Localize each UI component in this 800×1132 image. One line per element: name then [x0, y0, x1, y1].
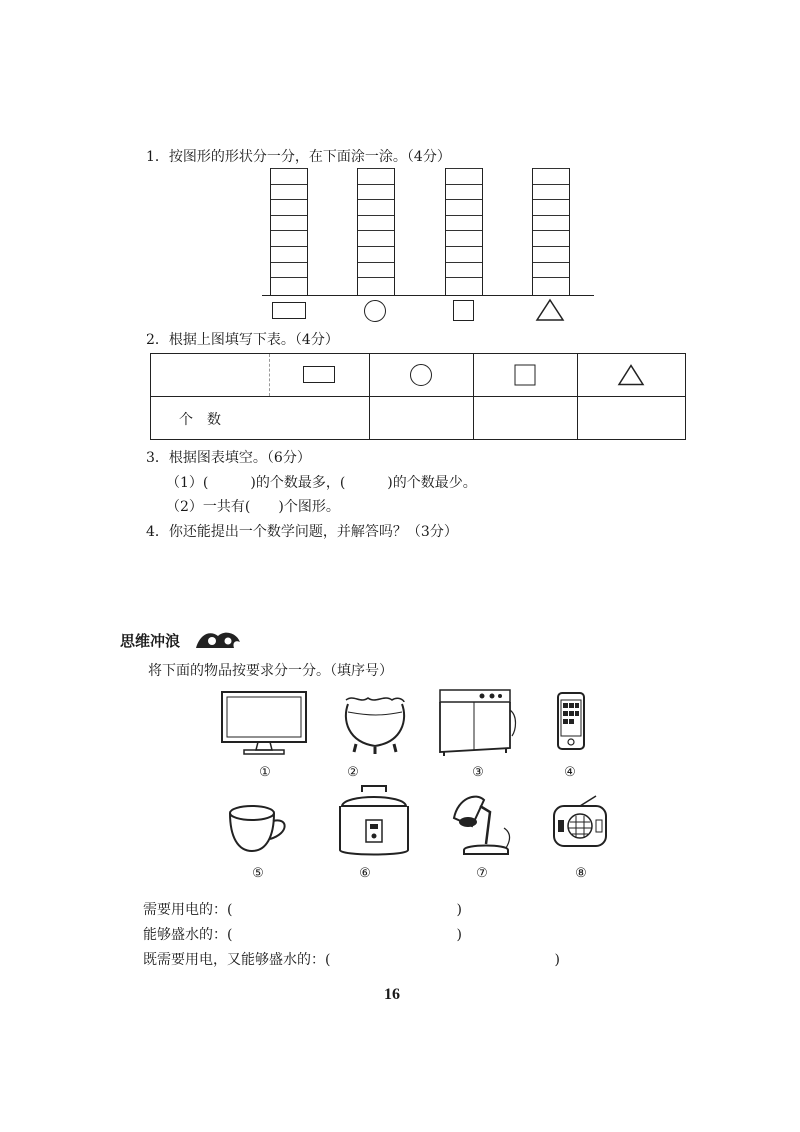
answer-cell-triangle[interactable]: [577, 397, 685, 440]
question-3: 3．根据图表填空。（6分）: [146, 450, 311, 466]
item-label-1: ①: [259, 765, 271, 780]
grid-cell[interactable]: [271, 184, 307, 200]
square-icon: [453, 300, 474, 321]
grid-cell[interactable]: [446, 262, 482, 278]
grid-cell[interactable]: [271, 277, 307, 293]
grid-cell[interactable]: [533, 277, 569, 293]
triangle-icon: [618, 365, 644, 386]
page-number: 16: [384, 986, 400, 1003]
grid-cell[interactable]: [533, 230, 569, 246]
grid-cell[interactable]: [358, 215, 394, 231]
grid-cell[interactable]: [271, 262, 307, 278]
grid-cell[interactable]: [533, 168, 569, 184]
grid-cell[interactable]: [358, 184, 394, 200]
grid-cell[interactable]: [446, 230, 482, 246]
grid-cell[interactable]: [358, 168, 394, 184]
grid-cell[interactable]: [358, 246, 394, 262]
item-label-4: ④: [564, 765, 576, 780]
grid-cell[interactable]: [358, 262, 394, 278]
rectangle-icon: [272, 302, 306, 319]
grid-cell[interactable]: [446, 184, 482, 200]
grid-cell[interactable]: [446, 277, 482, 293]
grid-cell[interactable]: [271, 168, 307, 184]
grid-cell[interactable]: [446, 168, 482, 184]
table-header-triangle: [577, 354, 685, 397]
grid-cell[interactable]: [358, 230, 394, 246]
grid-cell[interactable]: [533, 215, 569, 231]
question-3-line-1[interactable]: （1）( )的个数最多，( )的个数最少。: [166, 475, 477, 491]
question-2: 2．根据上图填写下表。（4分）: [146, 332, 339, 348]
chart-baseline: [262, 295, 594, 296]
count-table: [150, 353, 686, 440]
grid-cell[interactable]: [446, 215, 482, 231]
answer-holds-water[interactable]: 能够盛水的：( ): [143, 927, 462, 943]
grid-cell[interactable]: [271, 199, 307, 215]
wave-decoration-icon: [194, 628, 244, 652]
answer-cell-square[interactable]: [473, 397, 577, 440]
desk-lamp-icon: [450, 788, 516, 860]
grid-cell[interactable]: [446, 199, 482, 215]
radio-icon: [550, 794, 612, 852]
rice-cooker-icon: [334, 784, 414, 860]
grid-cell[interactable]: [358, 277, 394, 293]
grid-cell[interactable]: [271, 246, 307, 262]
question-3-line-2[interactable]: （2）一共有( )个图形。: [166, 499, 340, 515]
grid-cell[interactable]: [533, 246, 569, 262]
triangle-icon: [536, 299, 564, 321]
circle-icon: [410, 364, 432, 386]
section-instruction: 将下面的物品按要求分一分。（填序号）: [148, 663, 393, 679]
item-label-8: ⑧: [575, 866, 587, 881]
item-label-5: ⑤: [252, 866, 264, 881]
answer-needs-electricity[interactable]: 需要用电的：( ): [143, 902, 462, 918]
answer-cell-circle[interactable]: [369, 397, 473, 440]
square-count-column[interactable]: [445, 168, 483, 296]
grid-cell[interactable]: [358, 199, 394, 215]
rectangle-icon: [303, 366, 335, 383]
fishbowl-icon: [340, 690, 410, 758]
grid-cell[interactable]: [533, 262, 569, 278]
circle-count-column[interactable]: [357, 168, 395, 296]
table-row-label: 个 数: [151, 397, 370, 440]
table-header-square: [473, 354, 577, 397]
grid-cell[interactable]: [533, 184, 569, 200]
table-header-rectangle: [151, 354, 370, 397]
square-icon: [515, 365, 536, 386]
grid-cell[interactable]: [271, 230, 307, 246]
question-4: 4．你还能提出一个数学问题，并解答吗？（3分）: [146, 524, 458, 540]
answer-both[interactable]: 既需要用电，又能够盛水的：( ): [143, 952, 560, 968]
question-1: 1．按图形的形状分一分，在下面涂一涂。（4分）: [146, 149, 451, 165]
triangle-count-column[interactable]: [532, 168, 570, 296]
rectangle-count-column[interactable]: [270, 168, 308, 296]
grid-cell[interactable]: [446, 246, 482, 262]
item-label-7: ⑦: [476, 866, 488, 881]
grid-cell[interactable]: [533, 199, 569, 215]
monitor-icon: [220, 690, 310, 756]
item-label-3: ③: [472, 765, 484, 780]
table-header-circle: [369, 354, 473, 397]
section-title: 思维冲浪: [120, 632, 181, 650]
grid-cell[interactable]: [271, 215, 307, 231]
item-label-2: ②: [347, 765, 359, 780]
teacup-icon: [226, 803, 292, 855]
washing-machine-icon: [436, 686, 518, 758]
mobile-phone-icon: [556, 691, 588, 753]
circle-icon: [364, 300, 386, 322]
item-label-6: ⑥: [359, 866, 371, 881]
